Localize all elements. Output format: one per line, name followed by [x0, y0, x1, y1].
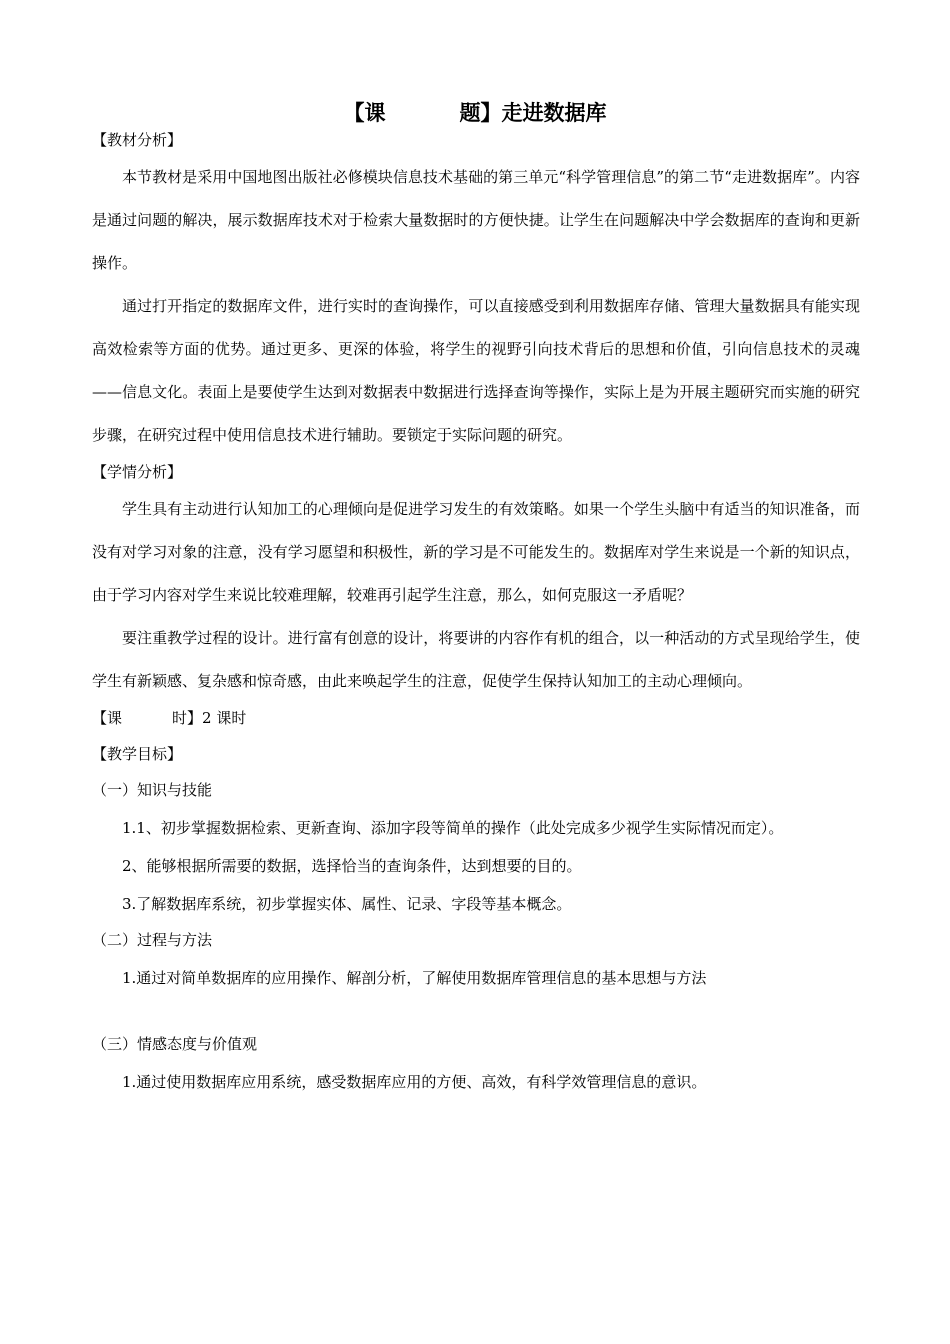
- class-hours-value: 2 课时: [202, 709, 247, 727]
- knowledge-item-2: 2、能够根据所需要的数据，选择恰当的查询条件，达到想要的目的。: [122, 857, 582, 875]
- emotion-item-1: 1.通过使用数据库应用系统，感受数据库应用的方便、高效，有科学效管理信息的意识。: [122, 1073, 707, 1091]
- knowledge-item-1: 1.1、初步掌握数据检索、更新查询、添加字段等简单的操作（此处完成多少视学生实际情况而定）。: [122, 819, 784, 837]
- document-body: [92, 127, 860, 1101]
- class-hours-line: [92, 705, 860, 731]
- material-paragraph-2: 通过打开指定的数据库文件，进行实时的查询操作，可以直接感受到利用数据库存储、管理大量数据具有能实现高效检索等方面的优势。通过更多、更深的体验，将学生的视野引向技术背后的思想和价值，引向信息技术的灵魂——信息文化。表面上是要使学生达到对数据表中数据进行选择查询等操作，实际上是为开展主题研究而实施的研究步骤，在研究过程中使用信息技术进行辅助。要锁定于实际问题的研究。: [92, 297, 860, 444]
- material-paragraph-1: 本节教材是采用中国地图出版社必修模块信息技术基础的第三单元“科学管理信息”的第二节“走进数据库”。内容是通过问题的解决，展示数据库技术对于检索大量数据时的方便快捷。让学生在问题解决中学会数据库的查询和更新操作。: [92, 168, 860, 272]
- heading-material-analysis: 【教材分析】: [92, 131, 183, 149]
- heading-objectives: 【教学目标】: [92, 745, 183, 763]
- class-hours-label-left: 【课: [92, 709, 123, 727]
- document-title: [0, 97, 950, 129]
- process-item-1: 1.通过对简单数据库的应用操作、解剖分析，了解使用数据库管理信息的基本思想与方法: [122, 969, 707, 987]
- heading-process-method: （二）过程与方法: [92, 931, 213, 949]
- title-left: 【课: [343, 101, 386, 125]
- class-hours-label-right: 时】: [172, 709, 203, 727]
- title-right: 题】走进数据库: [459, 101, 607, 125]
- student-paragraph-1: 学生具有主动进行认知加工的心理倾向是促进学习发生的有效策略。如果一个学生头脑中有适当的知识准备，而没有对学习对象的注意，没有学习愿望和积极性，新的学习是不可能发生的。数据库对学生来说是一个新的知识点，由于学习内容对学生来说比较难理解，较难再引起学生注意，那么，如何克服这一矛盾呢？: [92, 500, 860, 604]
- heading-knowledge-skills: （一）知识与技能: [92, 781, 213, 799]
- knowledge-item-3: 3.了解数据库系统，初步掌握实体、属性、记录、字段等基本概念。: [122, 895, 572, 913]
- student-paragraph-2: 要注重教学过程的设计。进行富有创意的设计，将要讲的内容作有机的组合，以一种活动的方式呈现给学生，使学生有新颖感、复杂感和惊奇感，由此来唤起学生的注意，促使学生保持认知加工的主动心理倾向。: [92, 629, 860, 690]
- heading-emotion-values: （三）情感态度与价值观: [92, 1035, 258, 1053]
- heading-student-analysis: 【学情分析】: [92, 463, 183, 481]
